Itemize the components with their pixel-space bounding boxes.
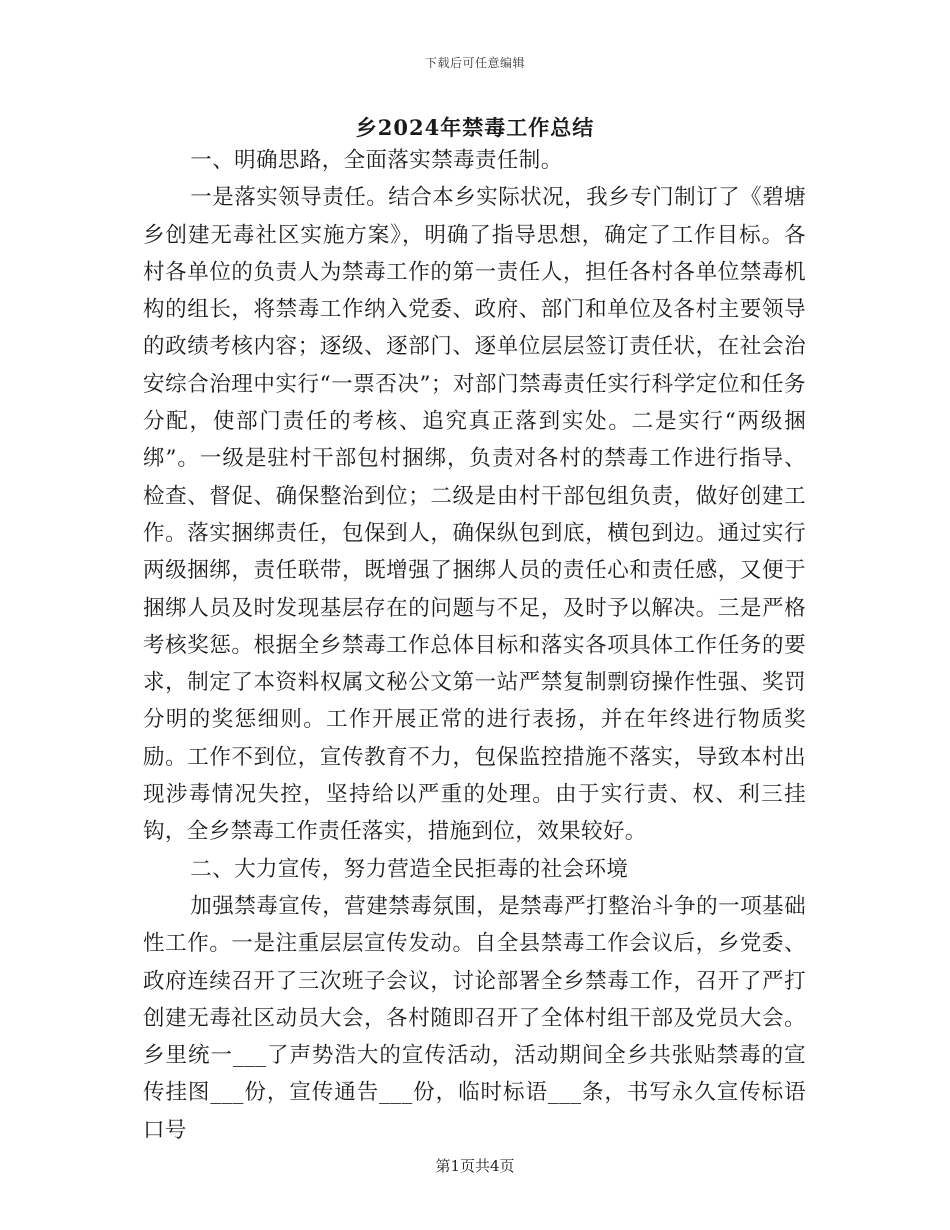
document-body — [143, 142, 806, 1149]
body-paragraph-2: 加强禁毒宣传，营建禁毒氛围，是禁毒严打整治斗争的一项基础性工作。一是注重层层宣传发动。自全县禁毒工作会议后，乡党委、政府连续召开了三次班子会议，讨论部署全乡禁毒工作，召开了严打创建无毒社区动员大会，各村随即召开了全体村组干部及党员大会。乡里统一___了声势浩大的宣传活动，活动期间全乡共张贴禁毒的宣传挂图___份，宣传通告___份，临时标语___条，书写永久宣传标语口号 — [143, 893, 806, 1143]
page-header-note: 下载后可任意编辑 — [424, 56, 525, 70]
document-title: 乡2024年禁毒工作总结 — [355, 115, 595, 140]
page-number: 第1页共4页 — [435, 1157, 515, 1175]
section-heading-1: 一、明确思路，全面落实禁毒责任制。 — [190, 148, 563, 173]
body-paragraph-1: 一是落实领导责任。结合本乡实际状况，我乡专门制订了《碧塘乡创建无毒社区实施方案》，明确了指导思想，确定了工作目标。各村各单位的负责人为禁毒工作的第一责任人，担任各村各单位禁毒机构的组长，将禁毒工作纳入党委、政府、部门和单位及各村主要领导的政绩考核内容；逐级、逐部门、逐单位层层签订责任状，在社会治安综合治理中实行“一票否决”；对部门禁毒责任实行科学定位和任务分配，使部门责任的考核、追究真正落到实处。二是实行“两级捆绑”。一级是驻村干部包村捆绑，负责对各村的禁毒工作进行指导、检查、督促、确保整治到位；二级是由村干部包组负责，做好创建工作。落实捆绑责任，包保到人，确保纵包到底，横包到边。通过实行两级捆绑，责任联带，既增强了捆绑人员的责任心和责任感，又便于捆绑人员及时发现基层存在的问题与不足，及时予以解决。三是严格考核奖惩。根据全乡禁毒工作总体目标和落实各项具体工作任务的要求，制定了本资料权属文秘公文第一站严禁复制剽窃操作性强、奖罚分明的奖惩细则。工作开展正常的进行表扬，并在年终进行物质奖励。工作不到位，宣传教育不力，包保监控措施不落实，导致本村出现涉毒情况失控，坚持给以严重的处理。由于实行责、权、利三挂钩，全乡禁毒工作责任落实，措施到位，效果较好。 — [143, 185, 806, 845]
section-heading-2: 二、大力宣传，努力营造全民拒毒的社会环境 — [190, 856, 629, 882]
